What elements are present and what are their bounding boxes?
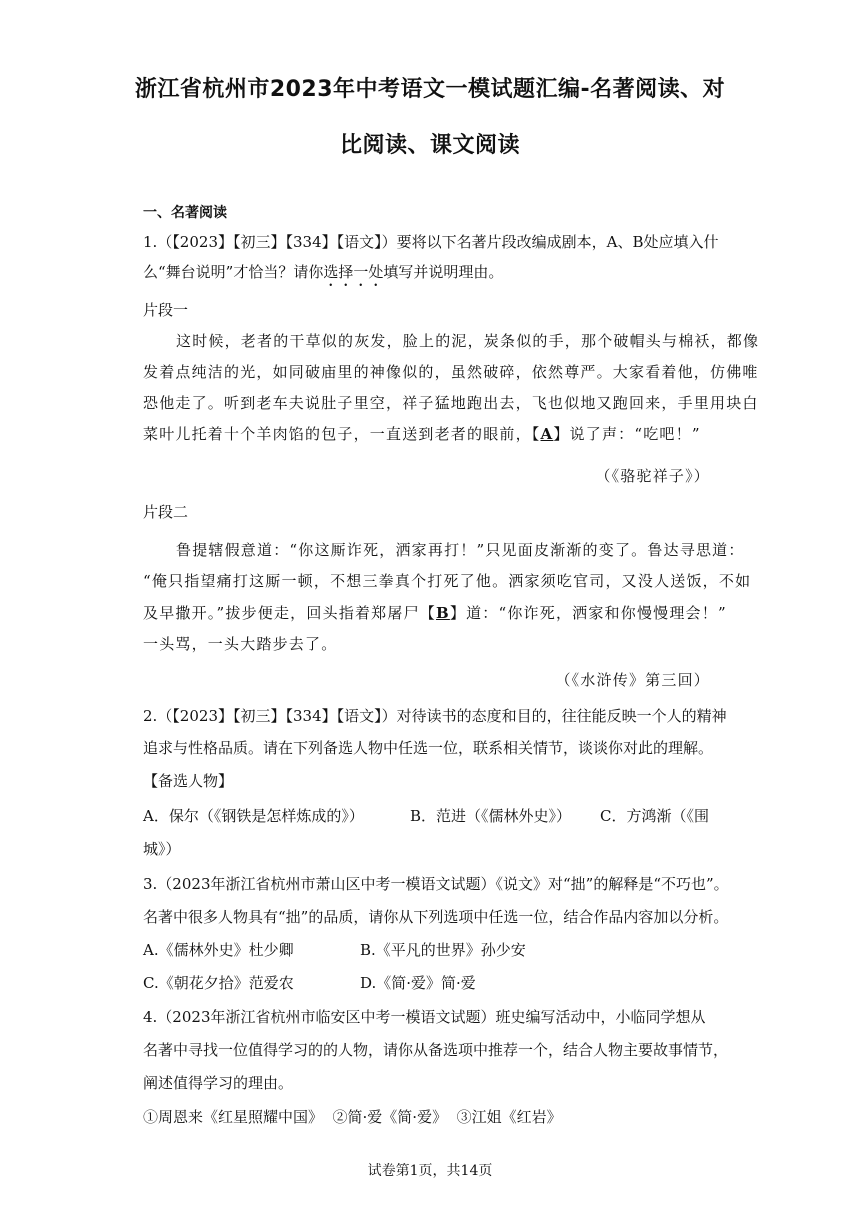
page-footer: 试卷第1页，共14页 (367, 1163, 493, 1179)
q3-option-b: B.《平凡的世界》孙少安 (360, 941, 526, 959)
q3-line-1: 3.（2023年浙江省杭州市萧山区中考一模语文试题）《说文》对“拙”的解释是“不巧也”。 (143, 875, 729, 893)
q2-line-2: 追求与性格品质。请在下列备选人物中任选一位，联系相关情节，谈谈你对此的理解。 (143, 739, 714, 757)
q1-line-2-pre: 么“舞台说明”才恰当？请你 (143, 263, 324, 281)
fragment-1-line-3: 恐他走了。听到老车夫说肚子里空，祥子猛地跑出去，飞也似地又跑回来，手里用块白 (143, 394, 759, 412)
fragment-1-source: （《骆驼祥子》） (595, 467, 710, 485)
fragment-2-line-4: 一头骂，一头大踏步去了。 (143, 635, 338, 653)
q4-line-2: 名著中寻找一位值得学习的的人物，请你从备选项中推荐一个，结合人物主要故事情节， (143, 1041, 729, 1059)
fragment-1-line-2: 发着点纯洁的光，如同破庙里的神像似的，虽然破碎，依然尊严。大家看着他，仿佛唯 (143, 363, 759, 381)
fragment-2-line-3-pre: 及早撒开。”拔步便走，回头指着郑屠尸【 (143, 604, 436, 622)
q2-option-a: A．保尔（《钢铁是怎样炼成的》） (143, 807, 364, 825)
blank-marker-b: B (435, 604, 450, 622)
q2-label: 【备选人物】 (143, 772, 234, 790)
blank-marker-a: A (540, 425, 554, 443)
q3-option-a: A.《儒林外史》杜少卿 (143, 941, 294, 959)
fragment-2-source: （《水浒传》第三回） (555, 671, 710, 689)
emphasis-dots-text: 选择一处 (323, 263, 384, 281)
fragment-1-line-1: 这时候，老者的干草似的灰发，脸上的泥，炭条似的手，那个破帽头与棉袄，都像 (176, 332, 760, 350)
page-title (118, 62, 742, 174)
title-line-1: 浙江省杭州市2023年中考语文一模试题汇编-名著阅读、对 (134, 77, 726, 102)
q4-line-3: 阐述值得学习的理由。 (143, 1074, 294, 1092)
fragment-2-line-2: “俺只指望痛打这厮一顿，不想三拳真个打死了他。洒家须吃官司，又没人送饭，不如 (143, 572, 752, 590)
q3-option-d: D.《简·爱》简·爱 (360, 974, 476, 992)
q2-line-1: 2.（【2023】【初三】【334】【语文】）对待读书的态度和目的，往往能反映一个人的精神 (143, 707, 727, 725)
fragment-1-line-4-pre: 菜叶儿托着十个羊肉馅的包子，一直送到老者的眼前，【 (143, 425, 541, 443)
q4-line-1: 4.（2023年浙江省杭州市临安区中考一模语文试题）班史编写活动中，小临同学想从 (143, 1008, 706, 1026)
fragment-1-label: 片段一 (143, 301, 189, 319)
q3-line-2: 名著中很多人物具有“拙”的品质，请你从下列选项中任选一位，结合作品内容加以分析。 (143, 908, 729, 926)
q3-option-c: C.《朝花夕拾》范爱农 (143, 974, 294, 992)
q2-option-c: C．方鸿渐（《围 (600, 807, 709, 825)
q1-line-1: 1.（【2023】【初三】【334】【语文】）要将以下名著片段改编成剧本，A、B处应填入什 (143, 233, 719, 251)
q1-line-2-post: 填写并说明理由。 (383, 263, 504, 281)
q1-line-2 (143, 262, 742, 290)
q2-option-c-continued: 城》） (143, 840, 181, 858)
fragment-2-label: 片段二 (143, 503, 189, 521)
title-line-2: 比阅读、课文阅读 (339, 133, 520, 158)
fragment-1-line-4-post: 】说了声：“吃吧！” (553, 425, 701, 443)
fragment-2-line-3 (143, 603, 742, 623)
fragment-2-line-3-post: 】道：“你诈死，洒家和你慢慢理会！” (449, 604, 727, 622)
fragment-2-line-1: 鲁提辖假意道：“你这厮诈死，洒家再打！”只见面皮渐渐的变了。鲁达寻思道： (176, 541, 745, 559)
fragment-1-line-4 (143, 424, 742, 444)
q4-options: ①周恩来《红星照耀中国》 ②简·爱《简·爱》 ③江姐《红岩》 (143, 1108, 562, 1126)
section-heading: 一、名著阅读 (143, 205, 227, 221)
q2-option-b: B．范进（《儒林外史》） (410, 807, 572, 825)
